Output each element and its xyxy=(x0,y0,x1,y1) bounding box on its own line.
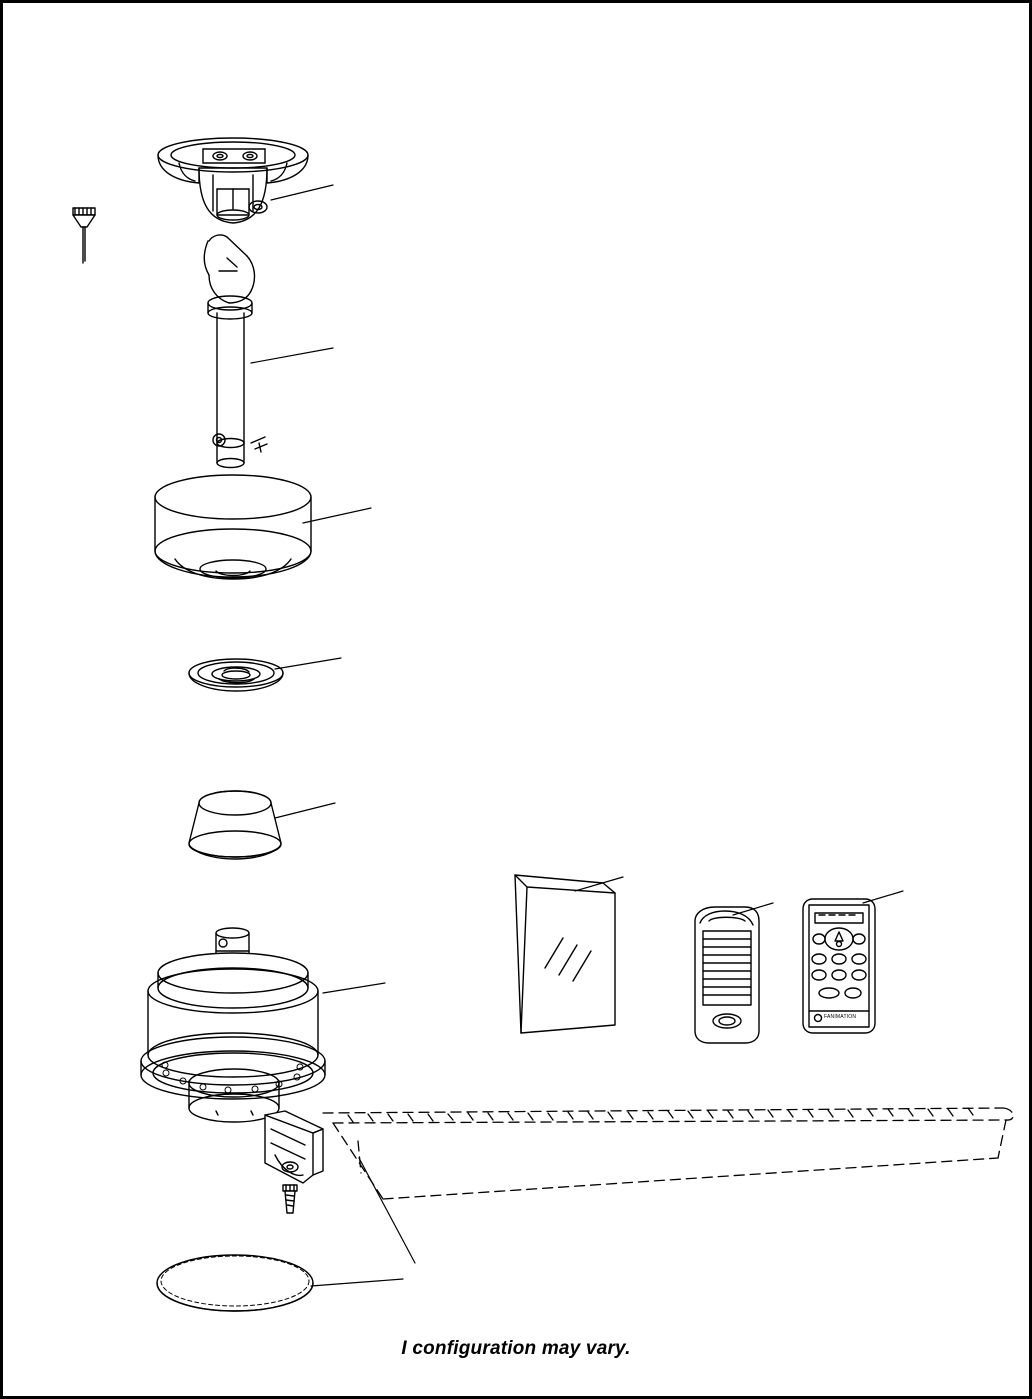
motor-housing-part xyxy=(141,928,385,1122)
coupling-cover-part xyxy=(189,791,335,859)
exploded-diagram xyxy=(3,3,1032,1399)
glass-shade-part xyxy=(157,1255,403,1311)
fan-blade-part xyxy=(323,1108,1013,1199)
handheld-remote-control-part xyxy=(803,891,903,1033)
blade-bracket-part xyxy=(265,1111,415,1263)
page-caption: I configuration may vary. xyxy=(401,1338,631,1359)
downrod-assembly-part xyxy=(204,235,333,468)
wall-control-unit-part xyxy=(695,903,773,1043)
mounting-screw-part xyxy=(73,208,95,263)
ceiling-mounting-bracket-part xyxy=(158,138,333,223)
remote-brand-label: FANIMATION xyxy=(824,1014,857,1020)
canopy-trim-ring-part xyxy=(189,658,341,691)
wall-control-plate-part xyxy=(515,875,623,1033)
canopy-part xyxy=(155,475,371,579)
